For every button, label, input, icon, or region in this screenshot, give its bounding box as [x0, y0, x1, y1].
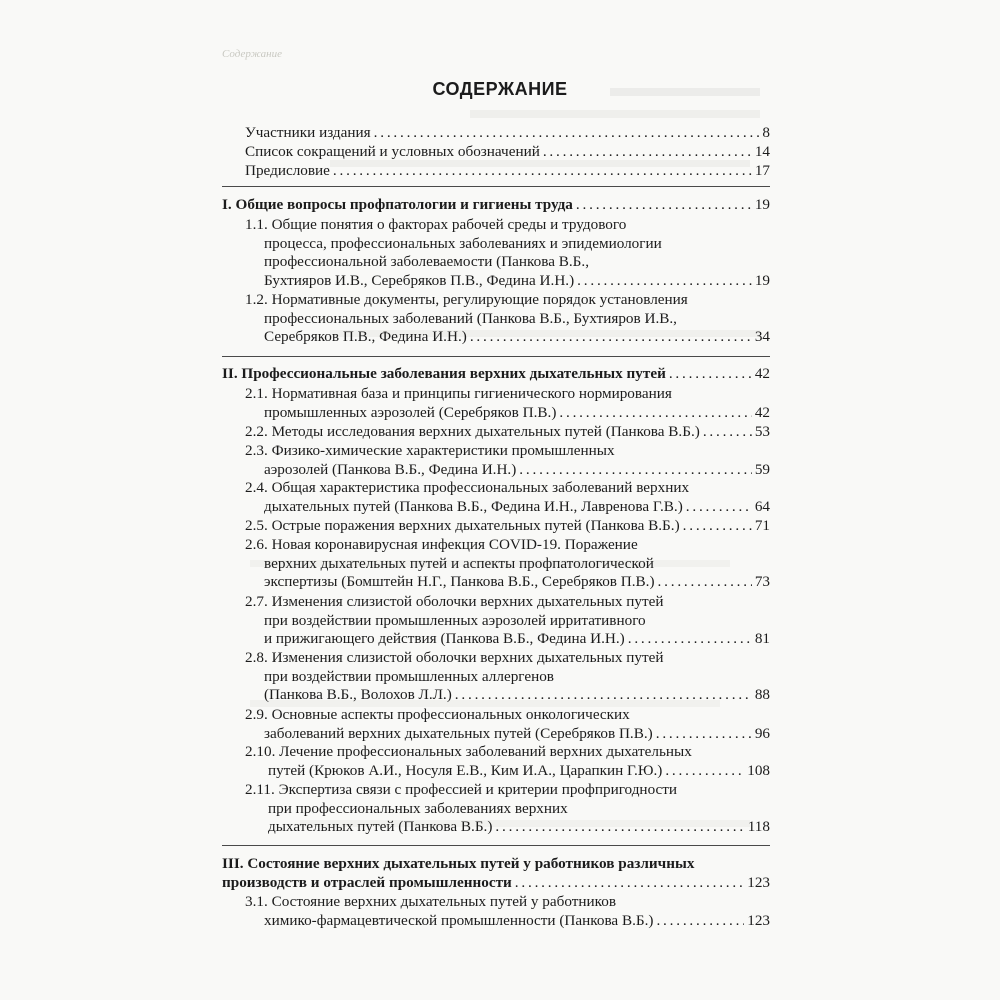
toc-entry-line: профессиональных заболеваний (Панкова В.Б., Бухтияров И.В.,	[264, 309, 677, 327]
dot-leader	[703, 423, 752, 442]
toc-entry-line: и прижигающего действия (Панкова В.Б., Федина И.Н.)	[264, 630, 625, 648]
toc-page-number: 64	[754, 497, 770, 515]
dot-leader	[683, 517, 752, 536]
toc-entry-line: процесса, профессиональных заболеваниях и эпидемиологии	[264, 234, 662, 252]
toc-entry-line: при профессиональных заболеваниях верхних	[268, 799, 568, 817]
toc-entry-line: 2.4. Общая характеристика профессиональных заболеваний верхних	[245, 479, 690, 496]
toc-entry-2-5[interactable]	[245, 517, 770, 536]
toc-page-number: 81	[754, 630, 770, 648]
dot-leader	[543, 143, 752, 162]
dot-leader	[515, 874, 744, 893]
running-head: Содержание	[222, 48, 283, 60]
dot-leader	[628, 630, 752, 649]
toc-entry-2-4[interactable]	[245, 479, 770, 516]
page-title: СОДЕРЖАНИЕ	[432, 79, 568, 99]
toc-entry-line: аэрозолей (Панкова В.Б., Федина И.Н.)	[264, 460, 517, 478]
toc-entry-line: (Панкова В.Б., Волохов Л.Л.)	[264, 686, 452, 704]
toc-chapter-title: производств и отраслей промышленности	[222, 873, 512, 891]
toc-page-number: 59	[754, 460, 770, 478]
toc-entry-line: заболеваний верхних дыхательных путей (Серебряков П.В.)	[264, 724, 653, 742]
toc-page-number: 53	[754, 423, 770, 440]
toc-chapter-2[interactable]	[222, 365, 770, 384]
toc-entry-abbreviations[interactable]	[245, 143, 770, 162]
toc-entry-line: 1.1. Общие понятия о факторах рабочей среды и трудового	[245, 216, 627, 233]
toc-entry-2-3[interactable]	[245, 442, 770, 479]
toc-entry-2-2[interactable]	[245, 423, 770, 442]
toc-entry-2-1[interactable]	[245, 385, 770, 422]
toc-entry-2-6[interactable]	[245, 536, 770, 592]
toc-entry-line: при воздействии промышленных аэрозолей ирритативного	[264, 611, 646, 629]
toc-entry-line: химико-фармацевтической промышленности (Панкова В.Б.)	[264, 911, 654, 929]
toc-chapter-title: III. Состояние верхних дыхательных путей у работников различных	[222, 855, 695, 872]
toc-entry-line: дыхательных путей (Панкова В.Б., Федина И.Н., Лавренова Г.В.)	[264, 497, 683, 515]
dot-leader	[470, 328, 752, 347]
toc-entry-line: дыхательных путей (Панкова В.Б.)	[268, 818, 493, 836]
dot-leader	[559, 404, 751, 423]
dot-leader	[495, 818, 744, 837]
toc-page-number: 118	[747, 818, 770, 836]
toc-entry-line: 2.7. Изменения слизистой оболочки верхних дыхательных путей	[245, 593, 664, 610]
dot-leader	[656, 725, 752, 744]
toc-entry-line: 3.1. Состояние верхних дыхательных путей у работников	[245, 893, 617, 910]
dot-leader	[669, 365, 752, 384]
toc-chapter-title: I. Общие вопросы профпатологии и гигиены труда	[222, 196, 573, 213]
toc-entry-line: 1.2. Нормативные документы, регулирующие порядок установления	[245, 291, 688, 308]
toc-page-number: 73	[754, 573, 770, 591]
toc-page-number: 19	[754, 271, 770, 289]
dot-leader	[577, 272, 752, 291]
dot-leader	[656, 912, 744, 931]
toc-page-number: 19	[754, 196, 770, 213]
toc-entry-1-2[interactable]	[245, 291, 770, 347]
toc-entry-1-1[interactable]	[245, 216, 770, 290]
toc-entry-participants[interactable]	[245, 124, 770, 143]
toc-entry-line: промышленных аэрозолей (Серебряков П.В.)	[264, 403, 557, 421]
toc-entry-line: 2.10. Лечение профессиональных заболеваний верхних дыхательных	[245, 743, 692, 760]
toc-chapter-3[interactable]	[222, 855, 770, 892]
toc-entry-line: экспертизы (Бомштейн Н.Г., Панкова В.Б., Серебряков П.В.)	[264, 573, 655, 591]
toc-entry-label: Список сокращений и условных обозначений	[245, 143, 540, 160]
dot-leader	[374, 124, 760, 143]
toc-page-number: 42	[754, 403, 770, 421]
toc-page-number: 71	[754, 517, 770, 534]
dot-leader	[519, 461, 752, 480]
toc-entry-2-8[interactable]	[245, 649, 770, 705]
toc-entry-line: 2.2. Методы исследования верхних дыхательных путей (Панкова В.Б.)	[245, 423, 700, 440]
toc-entry-2-9[interactable]	[245, 706, 770, 743]
toc-entry-line: профессиональной заболеваемости (Панкова В.Б.,	[264, 253, 589, 271]
toc-entry-2-7[interactable]	[245, 593, 770, 649]
toc-entry-line: 2.5. Острые поражения верхних дыхательных путей (Панкова В.Б.)	[245, 517, 680, 534]
section-divider	[222, 845, 770, 846]
toc-page-number: 14	[754, 143, 770, 160]
toc-entry-line: 2.8. Изменения слизистой оболочки верхних дыхательных путей	[245, 649, 664, 666]
toc-entry-preface[interactable]	[245, 162, 770, 181]
dot-leader	[333, 162, 752, 181]
toc-entry-line: 2.3. Физико-химические характеристики промышленных	[245, 442, 615, 459]
toc-entry-line: путей (Крюков А.И., Носуля Е.В., Ким И.А., Царапкин Г.Ю.)	[268, 761, 663, 779]
toc-entry-line: 2.11. Экспертиза связи с профессией и критерии профпригодности	[245, 781, 678, 798]
toc-entry-line: 2.1. Нормативная база и принципы гигиенического нормирования	[245, 385, 672, 402]
toc-chapter-1[interactable]	[222, 196, 770, 215]
toc-page-number: 8	[762, 124, 770, 141]
toc-page-number: 108	[747, 761, 770, 779]
toc-entry-line: 2.9. Основные аспекты профессиональных онкологических	[245, 706, 630, 723]
toc-page-number: 96	[754, 724, 770, 742]
dot-leader	[658, 573, 752, 592]
toc-entry-line: Бухтияров И.В., Серебряков П.В., Федина И.Н.)	[264, 271, 575, 289]
toc-page-number: 123	[747, 911, 770, 929]
toc-page-number: 42	[754, 365, 770, 382]
toc-entry-line: Серебряков П.В., Федина И.Н.)	[264, 328, 467, 346]
toc-entry-2-11[interactable]	[245, 781, 770, 837]
toc-page-number: 88	[754, 686, 770, 704]
dot-leader	[665, 762, 744, 781]
dot-leader	[686, 498, 752, 517]
toc-page-number: 34	[754, 328, 770, 346]
toc-chapter-title: II. Профессиональные заболевания верхних дыхательных путей	[222, 365, 666, 382]
section-divider	[222, 186, 770, 187]
toc-entry-label: Предисловие	[245, 162, 330, 179]
toc-entry-line: при воздействии промышленных аллергенов	[264, 667, 554, 685]
toc-page-number: 123	[747, 873, 770, 891]
toc-entry-3-1[interactable]	[245, 893, 770, 930]
section-divider	[222, 356, 770, 357]
dot-leader	[455, 686, 752, 705]
toc-entry-line: верхних дыхательных путей и аспекты профпатологической	[264, 554, 654, 572]
toc-entry-label: Участники издания	[245, 124, 371, 141]
dot-leader	[576, 196, 752, 215]
toc-entry-line: 2.6. Новая коронавирусная инфекция COVID-19. Поражение	[245, 536, 638, 553]
toc-page-number: 17	[754, 162, 770, 179]
toc-entry-2-10[interactable]	[245, 743, 770, 780]
